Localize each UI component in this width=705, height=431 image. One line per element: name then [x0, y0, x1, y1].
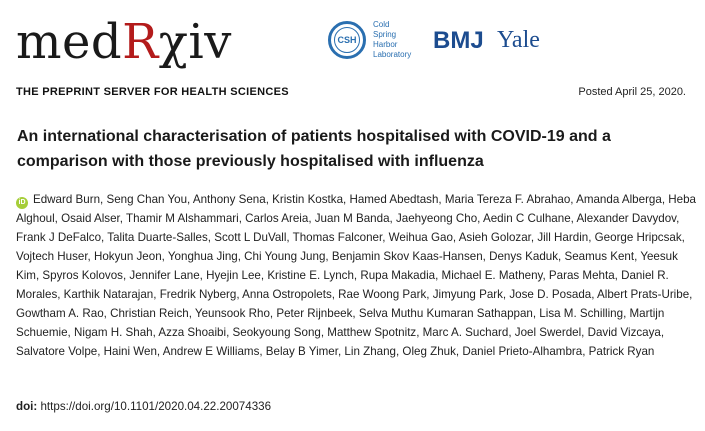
csh-line: Spring: [373, 30, 397, 39]
csh-badge-text: CSH: [334, 27, 360, 53]
csh-logo-icon[interactable]: [328, 21, 366, 59]
doi-label: doi:: [16, 400, 38, 413]
logo-prefix: med: [16, 14, 123, 70]
author-list: [16, 190, 696, 361]
csh-line: Harbor: [373, 40, 398, 49]
medrxiv-logo[interactable]: [16, 14, 232, 70]
csh-line: Laboratory: [373, 50, 412, 59]
orcid-icon[interactable]: iD: [16, 197, 28, 209]
bmj-logo[interactable]: BMJ: [433, 27, 484, 54]
paper-title: An international characterisation of patients hospitalised with COVID-19 and a comparison with those previously hospitalised with influenza: [17, 128, 611, 170]
doi-line: [16, 400, 271, 413]
posted-date: Posted April 25, 2020.: [578, 86, 686, 98]
logo-r: R: [122, 14, 159, 70]
yale-logo[interactable]: Yale: [497, 27, 540, 53]
logo-suffix: χiv: [158, 14, 232, 70]
doi-link[interactable]: https://doi.org/10.1101/2020.04.22.20074336: [40, 400, 272, 413]
authors-text: Edward Burn, Seng Chan You, Anthony Sena, Kristin Kostka, Hamed Abedtash, Maria Tereza F. Abrahao, Amanda Alberga, Heba Alghoul, Osaid Alser, Thamir M Alshammari, Carlos Areia, Juan M Banda, Jaehyeong Cho, Aedin C Culhane, Alexander Davydov, Frank J DeFalco, Talita Duarte-Salles, Scott L DuVall, Thomas Falconer, Weihua Gao, Asieh Golozar, Jill Hardin, George Hripcsak, Vojtech Huser, Hokyun Jeon, Yonghua Jing, Chi Young Jung, Benjamin Skov Kaas-Hansen, Denys Kaduk, Seamus Kent, Yeesuk Kim, Spyros Kolovos, Jennifer Lane, Hyejin Lee, Kristine E. Lynch, Rupa Makadia, Michael E. Matheny, Paras Mehta, Daniel R. Morales, Karthik Natarajan, Fredrik Nyberg, Anna Ostropolets, Rae Woong Park, Jimyung Park, Jose D. Posada, Albert Prats-Uribe, Gowtham A. Rao, Christian Reich, Yeunsook Rho, Peter Rijnbeek, Selva Muthu Kumaran Sathappan, Lisa M. Schilling, Martijn Schuemie, Nigam H. Shah, Azza Shoaibi, Seokyoung Song, Matthew Spotnitz, Marc A. Suchard, Joel Swerdel, David Vizcaya, Salvatore Volpe, Haini Wen, Andrew E Williams, Belay B Yimer, Lin Zhang, Oleg Zhuk, Daniel Prieto-Alhambra, Patrick Ryan: [16, 193, 696, 358]
header: [0, 0, 705, 110]
csh-line: Cold: [373, 20, 390, 29]
tagline: THE PREPRINT SERVER FOR HEALTH SCIENCES: [16, 86, 289, 98]
